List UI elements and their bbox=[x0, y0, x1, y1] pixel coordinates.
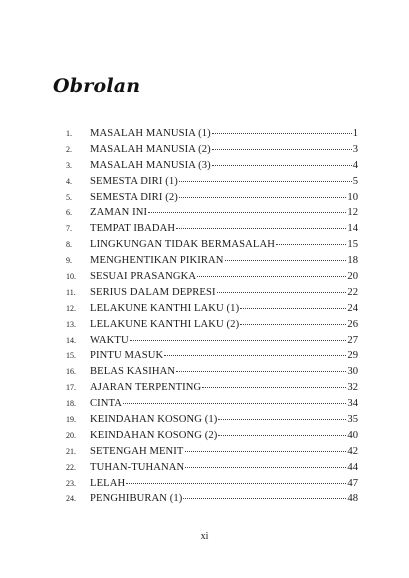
toc-dot-leader bbox=[240, 324, 346, 325]
toc-dot-leader bbox=[218, 435, 346, 436]
toc-entry bbox=[66, 223, 358, 239]
toc-dot-leader bbox=[179, 181, 352, 182]
toc-entry-page: 3 bbox=[352, 143, 358, 155]
toc-entry-number: 1. bbox=[66, 129, 72, 138]
toc-entry-page: 26 bbox=[347, 318, 358, 330]
toc-entry-title: PINTU MASUK bbox=[90, 350, 164, 362]
toc-dot-leader bbox=[212, 165, 352, 166]
toc-entry-number: 4. bbox=[66, 176, 72, 186]
toc-entry-title: MASALAH MANUSIA (2) bbox=[90, 143, 211, 155]
toc-entry bbox=[66, 271, 358, 287]
toc-entry-title: BELAS KASIHAN bbox=[90, 366, 176, 378]
toc-entry-number: 5. bbox=[66, 192, 72, 202]
toc-entry-title: LINGKUNGAN TIDAK BERMASALAH bbox=[90, 239, 275, 251]
toc-entry-number: 16. bbox=[66, 367, 76, 377]
toc-dot-leader bbox=[218, 419, 346, 420]
toc-entry-page: 24 bbox=[347, 302, 358, 314]
toc-entry-page: 27 bbox=[347, 334, 358, 346]
toc-entry-page: 15 bbox=[347, 239, 358, 251]
toc-entry bbox=[66, 335, 358, 351]
toc-entry-title: KEINDAHAN KOSONG (2) bbox=[90, 429, 218, 441]
toc-entry bbox=[66, 430, 358, 446]
toc-entry-title: SERIUS DALAM DEPRESI bbox=[90, 286, 216, 298]
toc-entry-title: TUHAN-TUHANAN bbox=[90, 461, 185, 473]
toc-entry-title: SETENGAH MENIT bbox=[90, 445, 184, 457]
toc-entry-page: 14 bbox=[347, 223, 358, 235]
toc-entry bbox=[66, 414, 358, 430]
chapter-heading: Obrolan bbox=[53, 75, 141, 97]
toc-entry bbox=[66, 319, 358, 335]
toc-entry-number: 15. bbox=[66, 351, 76, 361]
toc-dot-leader bbox=[202, 387, 346, 388]
toc-entry-number: 2. bbox=[66, 144, 72, 154]
toc-entry-title: LELAKUNE KANTHI LAKU (2) bbox=[90, 318, 240, 330]
toc-entry-page: 4 bbox=[352, 159, 358, 171]
table-of-contents bbox=[66, 128, 358, 509]
toc-entry-page: 32 bbox=[347, 382, 358, 394]
toc-dot-leader bbox=[197, 276, 346, 277]
toc-entry-title: KEINDAHAN KOSONG (1) bbox=[90, 414, 218, 426]
toc-entry-number: 9. bbox=[66, 256, 72, 266]
toc-entry-number: 17. bbox=[66, 383, 76, 393]
toc-entry bbox=[66, 239, 358, 255]
toc-dot-leader bbox=[164, 355, 346, 356]
toc-entry bbox=[66, 192, 358, 208]
toc-entry-number: 6. bbox=[66, 208, 72, 218]
toc-entry-number: 8. bbox=[66, 240, 72, 250]
toc-entry bbox=[66, 207, 358, 223]
toc-entry-page: 1 bbox=[352, 128, 358, 139]
toc-dot-leader bbox=[212, 133, 352, 134]
toc-entry-page: 35 bbox=[347, 414, 358, 426]
toc-entry bbox=[66, 398, 358, 414]
toc-entry-number: 10. bbox=[66, 272, 76, 282]
toc-entry-number: 23. bbox=[66, 478, 76, 488]
toc-dot-leader bbox=[176, 371, 346, 372]
toc-dot-leader bbox=[176, 228, 346, 229]
toc-entry-page: 20 bbox=[347, 271, 358, 283]
toc-entry-number: 13. bbox=[66, 319, 76, 329]
toc-entry-number: 20. bbox=[66, 430, 76, 440]
toc-entry-title: LELAH bbox=[90, 477, 126, 489]
toc-entry-page: 40 bbox=[347, 429, 358, 441]
toc-entry-title: MASALAH MANUSIA (3) bbox=[90, 159, 211, 171]
toc-dot-leader bbox=[126, 483, 346, 484]
toc-entry-page: 12 bbox=[347, 207, 358, 219]
toc-entry bbox=[66, 255, 358, 271]
toc-dot-leader bbox=[240, 308, 346, 309]
toc-entry-page: 5 bbox=[352, 175, 358, 187]
toc-entry bbox=[66, 382, 358, 398]
toc-dot-leader bbox=[185, 451, 347, 452]
toc-entry-number: 14. bbox=[66, 335, 76, 345]
toc-dot-leader bbox=[179, 197, 347, 198]
toc-entry bbox=[66, 160, 358, 176]
toc-entry bbox=[66, 446, 358, 462]
toc-entry-title: PENGHIBURAN (1) bbox=[90, 493, 183, 505]
toc-entry bbox=[66, 493, 358, 509]
toc-entry-number: 18. bbox=[66, 399, 76, 409]
toc-entry-title: CINTA bbox=[90, 398, 123, 410]
toc-entry-page: 44 bbox=[347, 461, 358, 473]
toc-entry bbox=[66, 287, 358, 303]
toc-entry-number: 7. bbox=[66, 224, 72, 234]
toc-entry-title: WAKTU bbox=[90, 334, 129, 346]
page-number: xi bbox=[200, 531, 209, 542]
toc-entry-title: ZAMAN INI bbox=[90, 207, 148, 219]
toc-entry-title: LELAKUNE KANTHI LAKU (1) bbox=[90, 302, 240, 314]
toc-entry bbox=[66, 144, 358, 160]
toc-dot-leader bbox=[183, 498, 346, 499]
toc-dot-leader bbox=[212, 149, 352, 150]
toc-entry-number: 21. bbox=[66, 446, 76, 456]
toc-dot-leader bbox=[276, 244, 346, 245]
toc-entry-page: 29 bbox=[347, 350, 358, 362]
toc-entry-page: 47 bbox=[347, 477, 358, 489]
toc-dot-leader bbox=[123, 403, 346, 404]
toc-entry-title: SEMESTA DIRI (2) bbox=[90, 191, 178, 203]
toc-entry-number: 22. bbox=[66, 462, 76, 472]
toc-entry-title: TEMPAT IBADAH bbox=[90, 223, 176, 235]
toc-entry bbox=[66, 478, 358, 494]
toc-entry-page: 30 bbox=[347, 366, 358, 378]
toc-entry-title: SESUAI PRASANGKA bbox=[90, 271, 197, 283]
toc-entry-page: 48 bbox=[347, 493, 358, 505]
toc-entry-page: 18 bbox=[347, 255, 358, 267]
toc-entry bbox=[66, 176, 358, 192]
toc-entry bbox=[66, 128, 358, 144]
toc-entry-number: 24. bbox=[66, 494, 76, 504]
toc-dot-leader bbox=[185, 467, 346, 468]
toc-entry bbox=[66, 366, 358, 382]
toc-entry bbox=[66, 303, 358, 319]
toc-entry-title: AJARAN TERPENTING bbox=[90, 382, 202, 394]
toc-entry bbox=[66, 350, 358, 366]
toc-entry-page: 34 bbox=[347, 398, 358, 410]
toc-entry-page: 42 bbox=[347, 445, 358, 457]
toc-entry-page: 22 bbox=[347, 286, 358, 298]
toc-entry-number: 12. bbox=[66, 303, 76, 313]
toc-entry-number: 3. bbox=[66, 160, 72, 170]
toc-dot-leader bbox=[130, 340, 347, 341]
toc-entry-number: 19. bbox=[66, 415, 76, 425]
toc-entry-number: 11. bbox=[66, 287, 76, 297]
toc-entry-title: MENGHENTIKAN PIKIRAN bbox=[90, 255, 224, 267]
toc-dot-leader bbox=[148, 212, 346, 213]
toc-dot-leader bbox=[225, 260, 347, 261]
toc-entry-title: MASALAH MANUSIA (1) bbox=[90, 128, 211, 139]
toc-entry-page: 10 bbox=[347, 191, 358, 203]
toc-dot-leader bbox=[217, 292, 347, 293]
toc-entry-title: SEMESTA DIRI (1) bbox=[90, 175, 178, 187]
toc-entry bbox=[66, 462, 358, 478]
